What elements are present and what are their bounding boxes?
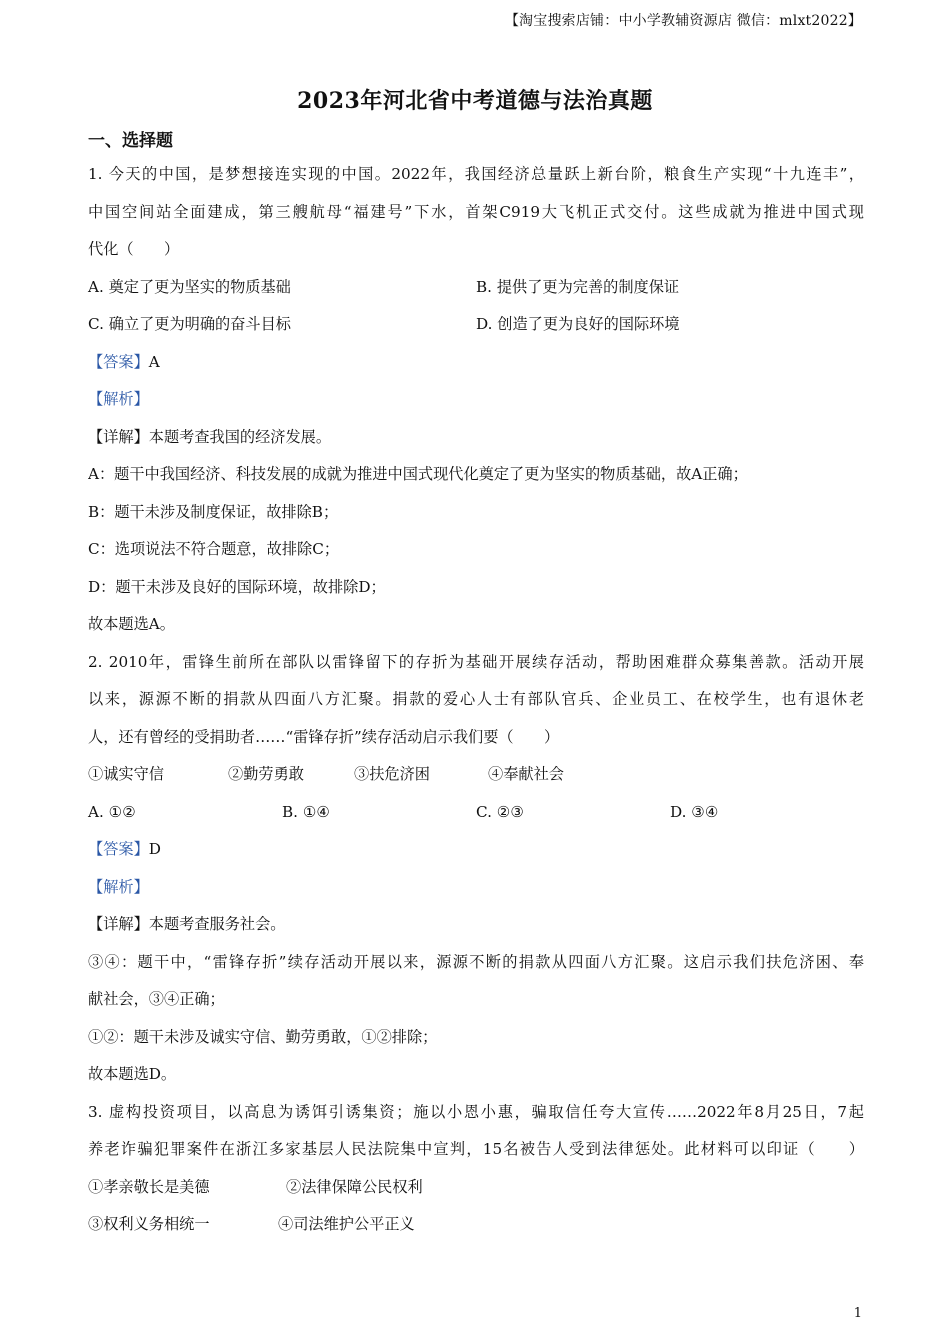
answer-line <box>88 344 864 382</box>
answer-tag: 【答案】 <box>88 840 149 858</box>
question-stem-line: 1. 今天的中国，是梦想接连实现的中国。2022年，我国经济总量跃上新台阶，粮食生产实现“十九连丰”， <box>88 165 864 183</box>
detail-line: A：题干中我国经济、科技发展的成就为推进中国式现代化奠定了更为坚实的物质基础，故A正确； <box>88 465 748 483</box>
statement-3: ③扶危济困 <box>354 765 430 783</box>
header-note: 【淘宝搜索店铺：中小学教辅资源店 微信：mlxt2022】 <box>504 13 862 29</box>
statement-2: ②法律保障公民权利 <box>286 1177 423 1196</box>
option-row <box>88 794 864 832</box>
detail-line: D：题干未涉及良好的国际环境，故排除D； <box>88 577 386 596</box>
answer-value: A <box>148 352 160 371</box>
analysis-tag: 【解析】 <box>88 390 149 408</box>
analysis-line <box>88 381 864 419</box>
question-stem-line: 2. 2010年，雷锋生前所在部队以雷锋留下的存折为基础开展续存活动，帮助困难群众募集善款。活动开展 <box>88 652 864 671</box>
statement-row <box>88 1206 864 1244</box>
statement-4: ④奉献社会 <box>488 765 564 783</box>
detail-line: ①②：题干未涉及诚实守信、勤劳勇敢，①②排除； <box>88 1027 438 1046</box>
question-1 <box>88 156 864 644</box>
question-stem-line: 人，还有曾经的受捐助者……“雷锋存折”续存活动启示我们要（ ） <box>88 727 560 746</box>
answer-line <box>88 831 864 869</box>
statement-row <box>88 1169 864 1207</box>
option-c: C. 确立了更为明确的奋斗目标 <box>88 315 291 333</box>
question-3 <box>88 1094 864 1244</box>
detail-line: ③④：题干中，“雷锋存折”续存活动开展以来，源源不断的捐款从四面八方汇聚。这启示我们扶危济困、奉 <box>88 952 864 971</box>
analysis-line <box>88 869 864 907</box>
analysis-tag: 【解析】 <box>88 877 149 896</box>
detail-line: B：题干未涉及制度保证，故排除B； <box>88 502 339 521</box>
statement-row <box>88 756 864 794</box>
option-b: B. 提供了更为完善的制度保证 <box>476 277 680 296</box>
option-d: D. ③④ <box>670 802 719 821</box>
detail-line: C：选项说法不符合题意，故排除C； <box>88 540 340 558</box>
question-stem-line: 代化（ ） <box>88 240 180 258</box>
statement-4: ④司法维护公平正义 <box>278 1215 415 1233</box>
question-stem-line: 以来，源源不断的捐款从四面八方汇聚。捐款的爱心人士有部队官兵、企业员工、在校学生，也有退休老 <box>88 690 864 708</box>
section-heading: 一、选择题 <box>88 131 173 151</box>
statement-1: ①诚实守信 <box>88 765 164 783</box>
answer-value: D <box>148 840 161 858</box>
question-stem-line: 养老诈骗犯罪案件在浙江多家基层人民法院集中宣判，15名被告人受到法律惩处。此材料可以印证（ ） <box>88 1140 864 1158</box>
detail-line: 故本题选D。 <box>88 1065 177 1083</box>
detail-line: 【详解】本题考查服务社会。 <box>88 915 286 933</box>
page-title: 2023年河北省中考道德与法治真题 <box>297 88 653 114</box>
option-a: A. 奠定了更为坚实的物质基础 <box>88 277 291 296</box>
detail-line: 故本题选A。 <box>88 615 175 633</box>
option-c: C. ②③ <box>476 802 524 821</box>
statement-3: ③权利义务相统一 <box>88 1215 210 1233</box>
option-d: D. 创造了更为良好的国际环境 <box>476 315 680 333</box>
statement-2: ②勤劳勇敢 <box>228 765 304 783</box>
document-body <box>88 156 864 1244</box>
page-number: 1 <box>853 1306 862 1321</box>
option-b: B. ①④ <box>282 802 331 821</box>
option-row <box>88 306 864 344</box>
detail-line: 献社会，③④正确； <box>88 990 225 1008</box>
option-a: A. ①② <box>88 802 136 821</box>
detail-line: 【详解】本题考查我国的经济发展。 <box>88 427 331 446</box>
question-stem-line: 3. 虚构投资项目，以高息为诱饵引诱集资；施以小恩小惠，骗取信任夸大宣传……2022年8月25日，7起 <box>88 1102 864 1121</box>
statement-1: ①孝亲敬长是美德 <box>88 1177 210 1196</box>
question-2 <box>88 644 864 1094</box>
option-row <box>88 269 864 307</box>
question-stem-line: 中国空间站全面建成，第三艘航母“福建号”下水，首架C919大飞机正式交付。这些成就为推进中国式现 <box>88 202 864 221</box>
answer-tag: 【答案】 <box>88 352 149 371</box>
